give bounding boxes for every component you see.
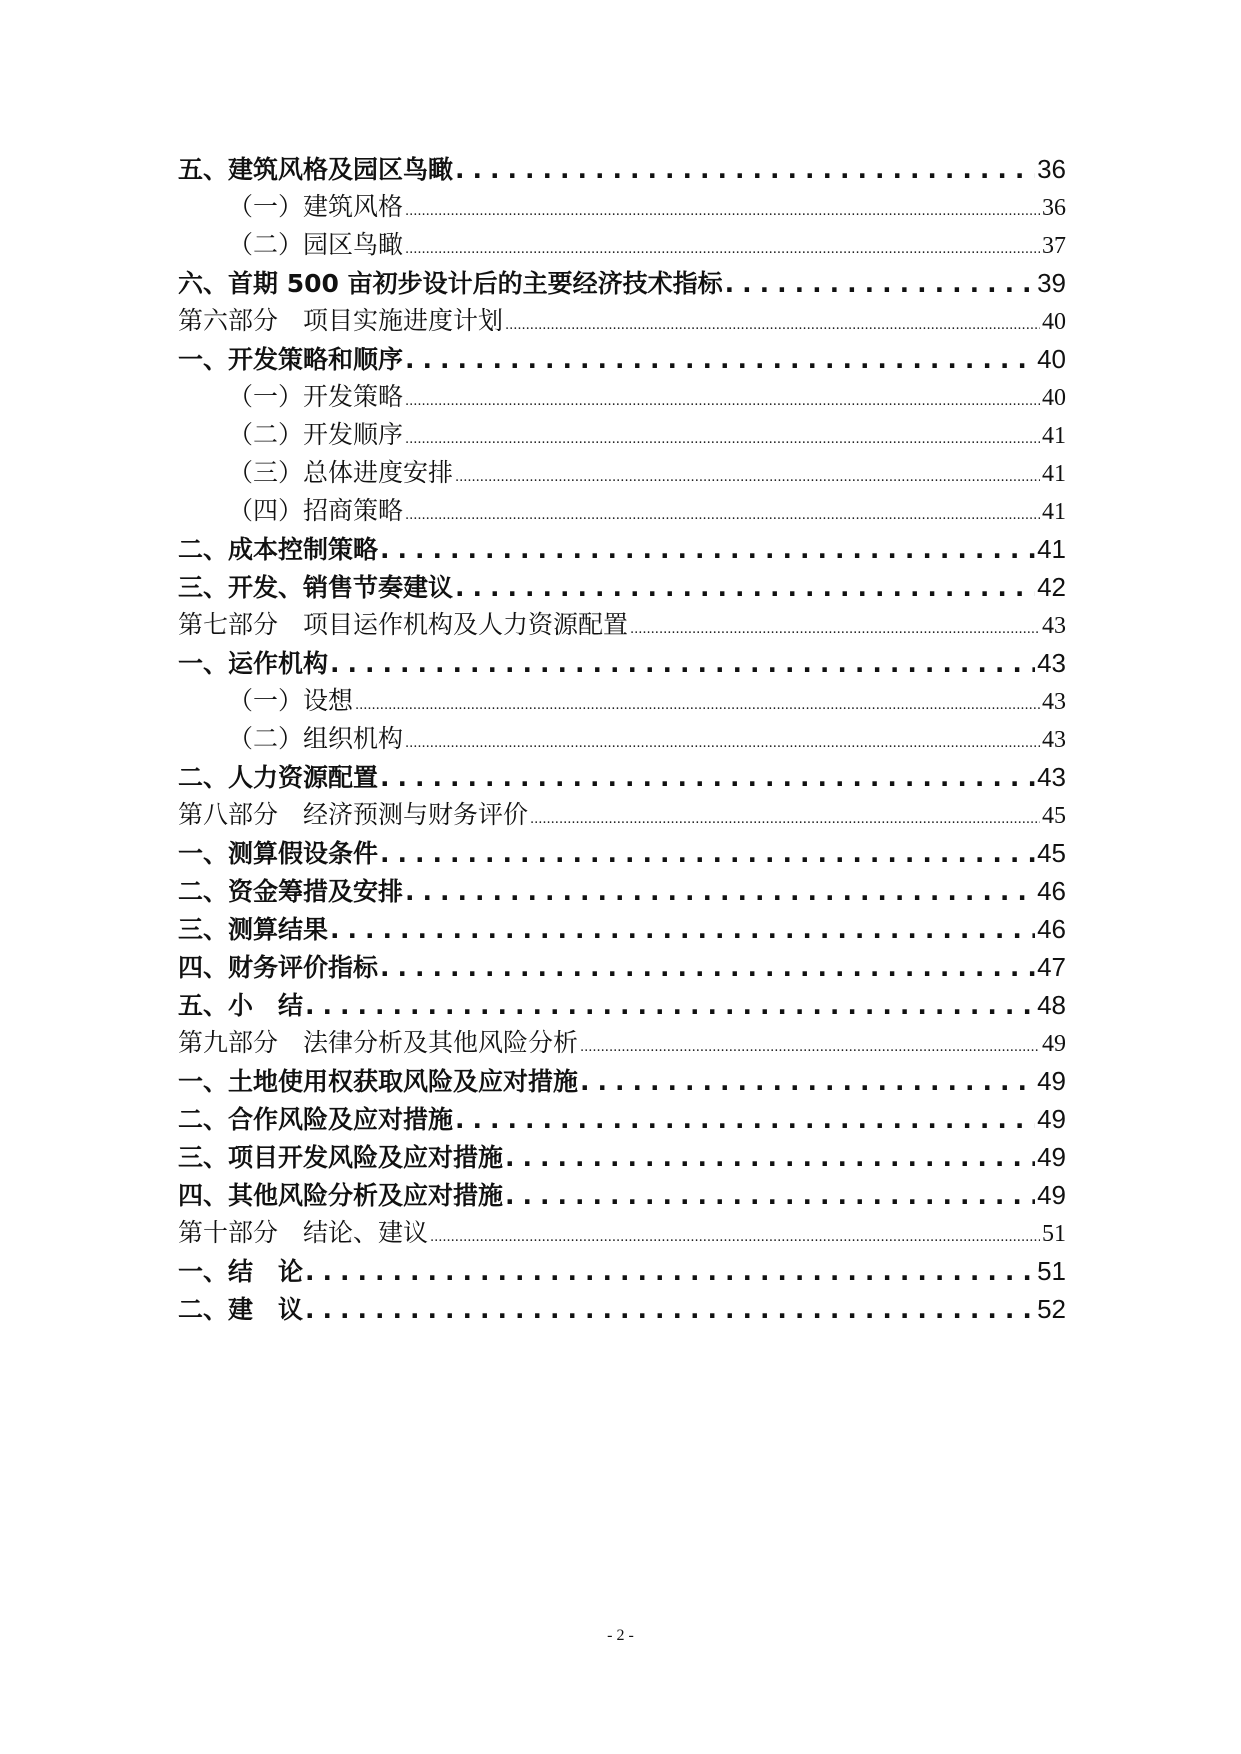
toc-entry-page-number: 49 bbox=[1037, 1142, 1066, 1172]
toc-entry[interactable] bbox=[178, 986, 1066, 1024]
toc-dot-leader bbox=[580, 1029, 1040, 1062]
toc-entry[interactable] bbox=[178, 530, 1066, 568]
toc-entry-title: 二、资金筹措及安排 bbox=[178, 877, 404, 906]
toc-dot-leader bbox=[380, 759, 1035, 796]
toc-entry-title: 三、测算结果 bbox=[178, 915, 329, 944]
toc-entry-page-number: 40 bbox=[1037, 344, 1066, 374]
toc-dot-leader bbox=[405, 383, 1040, 416]
toc-dot-leader bbox=[455, 569, 1035, 606]
toc-entry-page-number: 49 bbox=[1037, 1180, 1066, 1210]
toc-entry-page-number: 49 bbox=[1042, 1031, 1066, 1057]
toc-entry[interactable] bbox=[178, 644, 1066, 682]
toc-entry-title: 五、小 结 bbox=[178, 991, 304, 1020]
toc-entry-title: 五、建筑风格及园区鸟瞰 bbox=[178, 155, 454, 184]
toc-entry-title: （二）园区鸟瞰 bbox=[228, 230, 404, 259]
toc-entry-page-number: 43 bbox=[1042, 689, 1066, 715]
toc-entry-page-number: 47 bbox=[1037, 952, 1066, 982]
toc-entry-title: 第七部分 项目运作机构及人力资源配置 bbox=[178, 610, 629, 639]
toc-dot-leader bbox=[405, 873, 1035, 910]
toc-dot-leader bbox=[505, 307, 1040, 340]
toc-entry-title: （三）总体进度安排 bbox=[228, 458, 454, 487]
toc-entry-page-number: 51 bbox=[1042, 1221, 1066, 1247]
toc-entry-page-number: 36 bbox=[1042, 195, 1066, 221]
toc-entry-title: 一、开发策略和顺序 bbox=[178, 345, 404, 374]
toc-entry[interactable] bbox=[178, 606, 1066, 644]
toc-dot-leader bbox=[455, 459, 1040, 492]
toc-entry[interactable] bbox=[178, 910, 1066, 948]
toc-entry-page-number: 42 bbox=[1037, 572, 1066, 602]
toc-dot-leader bbox=[455, 1101, 1035, 1138]
toc-entry-title: 三、项目开发风险及应对措施 bbox=[178, 1143, 504, 1172]
toc-entry[interactable] bbox=[178, 568, 1066, 606]
toc-entry[interactable] bbox=[178, 1290, 1066, 1328]
toc-entry-page-number: 43 bbox=[1037, 762, 1066, 792]
toc-entry-title: 二、建 议 bbox=[178, 1295, 304, 1324]
toc-entry-title: 四、其他风险分析及应对措施 bbox=[178, 1181, 504, 1210]
toc-entry[interactable] bbox=[178, 682, 1066, 720]
toc-entry-page-number: 41 bbox=[1037, 534, 1066, 564]
toc-entry-page-number: 52 bbox=[1037, 1294, 1066, 1324]
toc-entry[interactable] bbox=[178, 188, 1066, 226]
toc-entry-page-number: 41 bbox=[1042, 423, 1066, 449]
toc-entry-page-number: 40 bbox=[1042, 309, 1066, 335]
toc-entry[interactable] bbox=[178, 796, 1066, 834]
toc-dot-leader bbox=[405, 193, 1040, 226]
toc-dot-leader bbox=[405, 725, 1040, 758]
toc-entry[interactable] bbox=[178, 758, 1066, 796]
toc-entry[interactable] bbox=[178, 1024, 1066, 1062]
toc-entry[interactable] bbox=[178, 872, 1066, 910]
toc-dot-leader bbox=[455, 151, 1035, 188]
toc-entry[interactable] bbox=[178, 264, 1066, 302]
toc-entry-title: （一）建筑风格 bbox=[228, 192, 404, 221]
toc-entry[interactable] bbox=[178, 1138, 1066, 1176]
toc-entry-page-number: 51 bbox=[1037, 1256, 1066, 1286]
toc-entry-page-number: 41 bbox=[1042, 499, 1066, 525]
toc-entry-page-number: 37 bbox=[1042, 233, 1066, 259]
toc-dot-leader bbox=[305, 987, 1035, 1024]
toc-entry[interactable] bbox=[178, 834, 1066, 872]
toc-entry[interactable] bbox=[178, 454, 1066, 492]
toc-entry-title: 第六部分 项目实施进度计划 bbox=[178, 306, 504, 335]
toc-entry[interactable] bbox=[178, 720, 1066, 758]
toc-entry[interactable] bbox=[178, 1062, 1066, 1100]
toc-entry[interactable] bbox=[178, 492, 1066, 530]
toc-entry-title: 四、财务评价指标 bbox=[178, 953, 379, 982]
toc-dot-leader bbox=[430, 1219, 1040, 1252]
toc-entry-page-number: 45 bbox=[1042, 803, 1066, 829]
toc-entry[interactable] bbox=[178, 340, 1066, 378]
toc-entry-page-number: 46 bbox=[1037, 914, 1066, 944]
toc-dot-leader bbox=[330, 645, 1035, 682]
toc-entry[interactable] bbox=[178, 302, 1066, 340]
toc-entry[interactable] bbox=[178, 226, 1066, 264]
toc-entry[interactable] bbox=[178, 1252, 1066, 1290]
toc-entry-page-number: 40 bbox=[1042, 385, 1066, 411]
toc-entry-title: 一、测算假设条件 bbox=[178, 839, 379, 868]
toc-entry[interactable] bbox=[178, 416, 1066, 454]
toc-entry-title: 三、开发、销售节奏建议 bbox=[178, 573, 454, 602]
page-number: - 2 - bbox=[607, 1627, 634, 1644]
toc-entry-title: （一）设想 bbox=[228, 686, 354, 715]
toc-entry-page-number: 43 bbox=[1037, 648, 1066, 678]
toc-dot-leader bbox=[380, 949, 1035, 986]
toc-entry-page-number: 45 bbox=[1037, 838, 1066, 868]
toc-dot-leader bbox=[725, 265, 1035, 302]
toc-dot-leader bbox=[355, 687, 1040, 720]
toc-entry-page-number: 49 bbox=[1037, 1066, 1066, 1096]
toc-entry-title: （四）招商策略 bbox=[228, 496, 404, 525]
toc-dot-leader bbox=[305, 1253, 1035, 1290]
toc-entry-page-number: 48 bbox=[1037, 990, 1066, 1020]
toc-dot-leader bbox=[405, 341, 1035, 378]
toc-dot-leader bbox=[505, 1177, 1035, 1214]
toc-entry-title: 二、合作风险及应对措施 bbox=[178, 1105, 454, 1134]
toc-entry-page-number: 49 bbox=[1037, 1104, 1066, 1134]
toc-entry[interactable] bbox=[178, 150, 1066, 188]
toc-entry[interactable] bbox=[178, 948, 1066, 986]
toc-dot-leader bbox=[580, 1063, 1035, 1100]
toc-entry-title: 六、首期 500 亩初步设计后的主要经济技术指标 bbox=[178, 269, 723, 298]
toc-entry[interactable] bbox=[178, 1176, 1066, 1214]
toc-entry-title: 一、土地使用权获取风险及应对措施 bbox=[178, 1067, 579, 1096]
toc-entry-title: （二）组织机构 bbox=[228, 724, 404, 753]
toc-entry-page-number: 43 bbox=[1042, 727, 1066, 753]
toc-entry-page-number: 41 bbox=[1042, 461, 1066, 487]
toc-entry-title: 第十部分 结论、建议 bbox=[178, 1218, 429, 1247]
toc-entry-title: （二）开发顺序 bbox=[228, 420, 404, 449]
table-of-contents bbox=[178, 150, 1066, 1328]
toc-entry-page-number: 43 bbox=[1042, 613, 1066, 639]
toc-dot-leader bbox=[405, 497, 1040, 530]
toc-entry[interactable] bbox=[178, 378, 1066, 416]
toc-dot-leader bbox=[505, 1139, 1035, 1176]
toc-dot-leader bbox=[405, 421, 1040, 454]
toc-entry-page-number: 36 bbox=[1037, 154, 1066, 184]
toc-entry-title: 一、运作机构 bbox=[178, 649, 329, 678]
toc-dot-leader bbox=[330, 911, 1035, 948]
toc-entry-page-number: 39 bbox=[1037, 268, 1066, 298]
toc-entry-title: 第八部分 经济预测与财务评价 bbox=[178, 800, 529, 829]
toc-dot-leader bbox=[380, 531, 1035, 568]
toc-dot-leader bbox=[630, 611, 1040, 644]
toc-entry-title: 第九部分 法律分析及其他风险分析 bbox=[178, 1028, 579, 1057]
toc-entry-page-number: 46 bbox=[1037, 876, 1066, 906]
toc-entry-title: 一、结 论 bbox=[178, 1257, 304, 1286]
toc-entry-title: （一）开发策略 bbox=[228, 382, 404, 411]
toc-entry[interactable] bbox=[178, 1100, 1066, 1138]
toc-dot-leader bbox=[405, 231, 1040, 264]
toc-dot-leader bbox=[380, 835, 1035, 872]
toc-entry[interactable] bbox=[178, 1214, 1066, 1252]
toc-dot-leader bbox=[305, 1291, 1035, 1328]
toc-dot-leader bbox=[530, 801, 1040, 834]
toc-entry-title: 二、成本控制策略 bbox=[178, 535, 379, 564]
toc-entry-title: 二、人力资源配置 bbox=[178, 763, 379, 792]
